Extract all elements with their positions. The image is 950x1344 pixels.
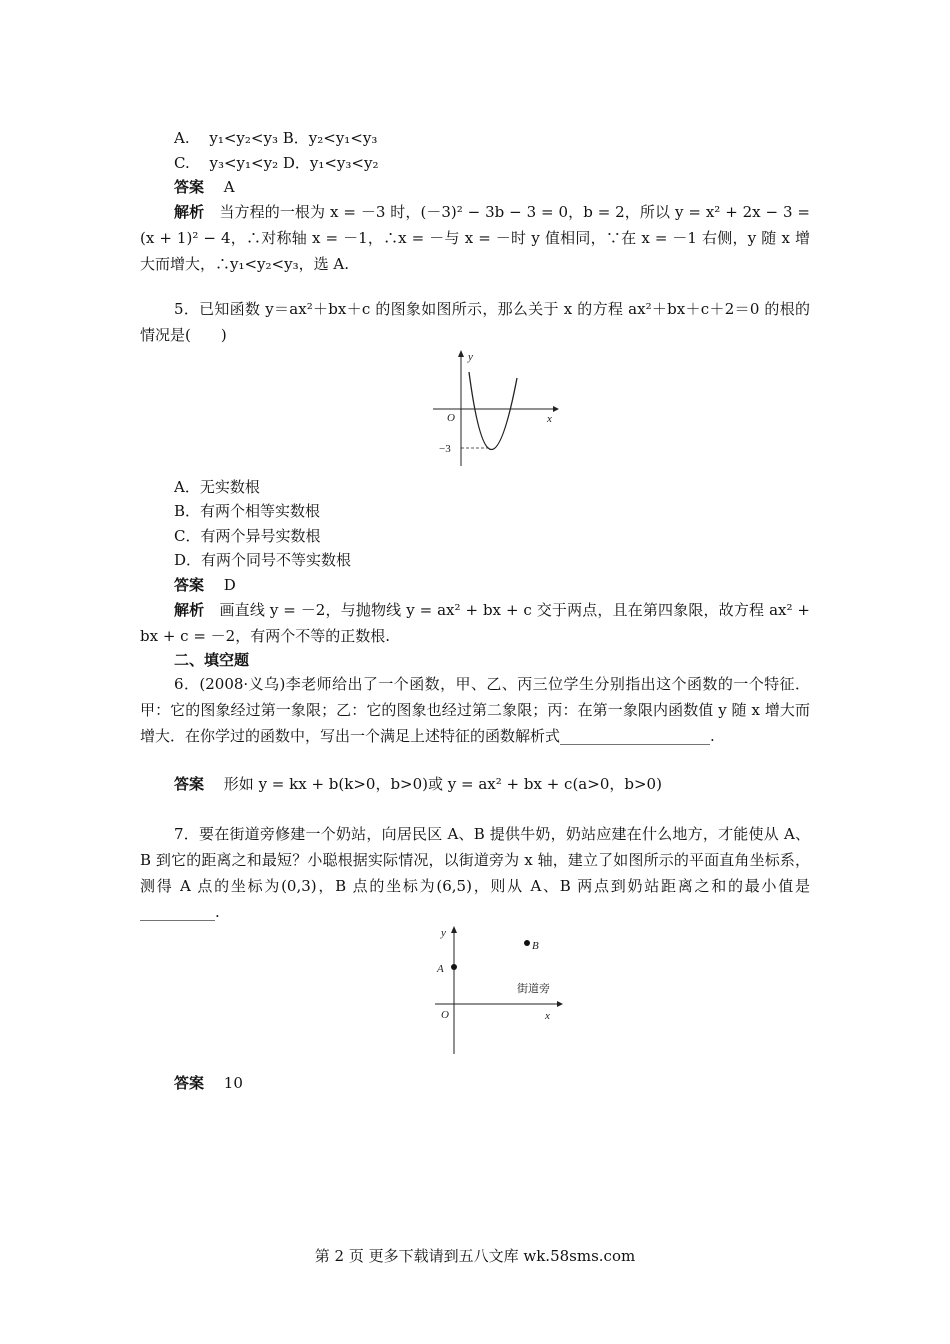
q7-x-label: x — [545, 1010, 550, 1022]
q5-option-d: D．有两个同号不等实数根 — [174, 551, 352, 569]
answer-label: 答案 — [174, 775, 205, 793]
answer-value: 形如 y = kx + b(k>0，b>0)或 y = ax² + bx + c(a>0，b>0) — [223, 775, 662, 793]
q4-answer — [174, 177, 235, 197]
q5-min-label: −3 — [439, 443, 451, 455]
q7-answer — [174, 1073, 243, 1093]
q7-point-b — [524, 940, 530, 946]
q7-point-a-label: A — [437, 963, 444, 975]
answer-label: 答案 — [174, 1074, 205, 1092]
q7-origin-label: O — [441, 1009, 449, 1021]
q6-answer — [174, 774, 662, 794]
q7-street-label: 街道旁 — [517, 983, 550, 995]
q6-stem: 6．(2008·义乌)李老师给出了一个函数，甲、乙、丙三位学生分别指出这个函数的一个特征．甲：它的图象经过第一象限；乙：它的图象也经过第二象限；丙：在第一象限内函数值 y 随 x 增大而增大．在你学过的函数中，写出一个满足上述特征的函数解析式____________________. — [140, 675, 810, 745]
answer-value: 10 — [223, 1074, 243, 1092]
q4-analysis — [140, 199, 810, 277]
q7-point-b-label: B — [532, 940, 539, 952]
page-footer: 第 2 页 更多下载请到五八文库 wk.58sms.com — [314, 1247, 636, 1265]
q5-answer — [174, 575, 236, 595]
q5-y-label: y — [468, 351, 473, 363]
q5-axes — [433, 350, 559, 466]
answer-value: D — [223, 576, 236, 594]
q5-x-label: x — [547, 413, 552, 425]
q7-stem: 7．要在街道旁修建一个奶站，向居民区 A、B 提供牛奶，奶站应建在什么地方，才能使从 A、B 到它的距离之和最短？小聪根据实际情况，以街道旁为 x 轴，建立了如图所示的平面直角坐标系，测得 A 点的坐标为(0,3)，B 点的坐标为(6,5)，则从 A、B 两点到奶站距离之和的最小值是__________. — [140, 825, 810, 921]
q5-parabola-curve — [469, 372, 517, 450]
q5-option-b: B．有两个相等实数根 — [174, 502, 321, 520]
q5-stem: 5．已知函数 y＝ax²＋bx＋c 的图象如图所示，那么关于 x 的方程 ax²＋bx＋c＋2＝0 的根的情况是( ) — [140, 300, 810, 344]
answer-value: A — [223, 178, 235, 196]
q7-y-label: y — [441, 927, 446, 939]
analysis-label: 解析 — [174, 203, 205, 221]
q5-option-c: C．有两个异号实数根 — [174, 527, 321, 545]
analysis-text: 画直线 y = －2，与抛物线 y = ax² + bx + c 交于两点，且在第四象限，故方程 ax² + bx + c = －2，有两个不等的正数根. — [140, 601, 810, 645]
q5-parabola-figure — [425, 348, 565, 473]
section-heading: 二、填空题 — [174, 651, 250, 669]
answer-label: 答案 — [174, 576, 205, 594]
q7-coordinate-figure — [425, 922, 575, 1057]
analysis-text: 当方程的一根为 x = －3 时，(－3)² − 3b − 3 = 0，b = 2，所以 y = x² + 2x − 3 = (x + 1)² − 4，∴对称轴 x = －1，∴x = －与 x = －时 y 值相同，∵在 x = －1 右侧，y 随 x 增大而增大，∴y₁<y₂<y₃，选 A. — [140, 203, 810, 273]
q7-point-a — [451, 964, 457, 970]
q5-option-a: A．无实数根 — [174, 478, 260, 496]
answer-label: 答案 — [174, 178, 205, 196]
analysis-label: 解析 — [174, 601, 205, 619]
q5-analysis — [140, 597, 810, 649]
q4-option-ab: A. y₁<y₂<y₃ B．y₂<y₁<y₃ — [174, 129, 378, 147]
q5-origin-label: O — [447, 412, 455, 424]
q4-option-cd: C. y₃<y₁<y₂ D．y₁<y₃<y₂ — [174, 154, 379, 172]
